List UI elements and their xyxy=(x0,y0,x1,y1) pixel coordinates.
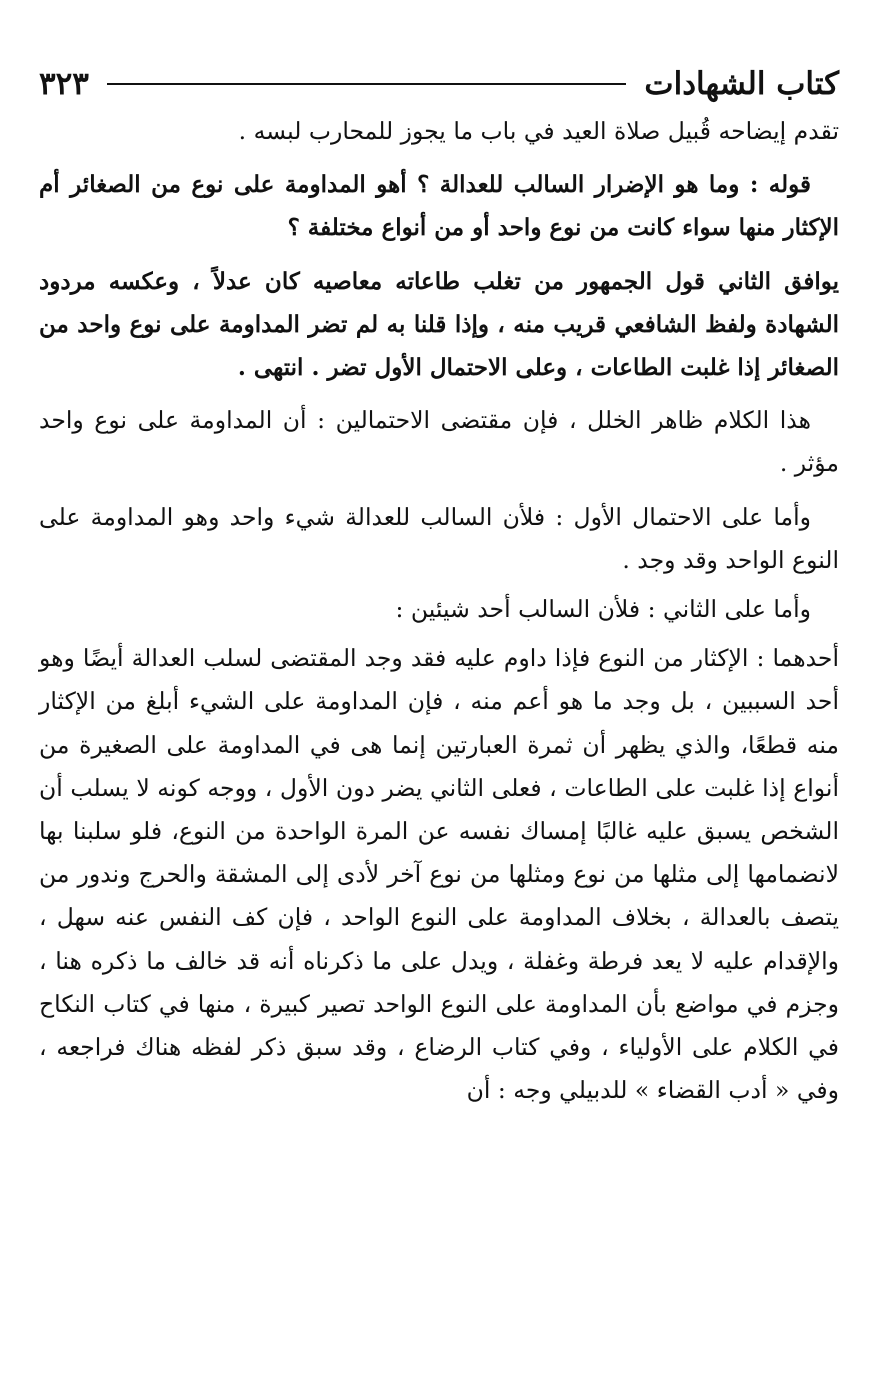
running-header xyxy=(39,58,839,110)
paragraph-4: هذا الكلام ظاهر الخلل ، فإن مقتضى الاحتمالين : أن المداومة على نوع واحد مؤثر . xyxy=(39,406,839,478)
paragraph-7: أحدهما : الإكثار من النوع فإذا داوم عليه فقد وجد المقتضى لسلب العدالة أيضًا وهو أحد السببين ، بل وجد ما هو أعم منه ، فإن المداومة على الشيء أبلغ من الإكثار منه قطعًا، والذي يظهر أن ثمرة العبارتين إنما هى في المداومة على الصغيرة من أنواع إذا غلبت على الطاعات ، فعلى الثاني يضر دون الأول ، ووجه كونه لا يسلب أن الشخص يسبق عليه غالبًا إمساك نفسه عن المرة الواحدة من النوع، فلو سلبنا بها لانضمامها إلى مثلها من نوع ومثلها من نوع آخر لأدى إلى المشقة والحرج وندور من يتصف بالعدالة ، بخلاف المداومة على النوع الواحد ، فإن كف النفس عنه سهل ، والإقدام عليه لا يعد فرطة وغفلة ، ويدل على ما ذكرناه أنه قد خالف ما ذكره هنا ، وجزم في مواضع بأن المداومة على النوع الواحد تصير كبيرة ، منها في كتاب النكاح في الكلام على الأولياء ، وفي كتاب الرضاع ، وقد سبق ذكر لفظه هناك فراجعه ، وفي « أدب القضاء » للدبيلي وجه : أن xyxy=(39,644,839,1105)
paragraph-3-quote: يوافق الثاني قول الجمهور من تغلب طاعاته معاصيه كان عدلاً ، وعكسه مردود الشهادة ولفظ الشافعي قريب منه ، وإذا قلنا به لم تضر المداومة على نوع واحد من الصغائر إذا غلبت الطاعات ، وعلى الاحتمال الأول تضر . انتهى . xyxy=(39,267,839,382)
paragraph-2-question: قوله : وما هو الإضرار السالب للعدالة ؟ أهو المداومة على نوع من الصغائر أم الإكثار منها سواء كانت من نوع واحد أو من أنواع مختلفة ؟ xyxy=(39,171,839,242)
header-rule xyxy=(107,83,626,85)
page-number: ٣٢٣ xyxy=(39,65,89,102)
book-page xyxy=(39,58,839,1112)
book-title: كتاب الشهادات xyxy=(644,65,839,102)
paragraph-5: وأما على الاحتمال الأول : فلأن السالب للعدالة شيء واحد وهو المداومة على النوع الواحد وقد وجد . xyxy=(39,502,839,574)
paragraph-1: تقدم إيضاحه قُبيل صلاة العيد في باب ما يجوز للمحارب لبسه . xyxy=(238,117,839,145)
paragraph-6: وأما على الثاني : فلأن السالب أحد شيئين : xyxy=(395,595,811,624)
